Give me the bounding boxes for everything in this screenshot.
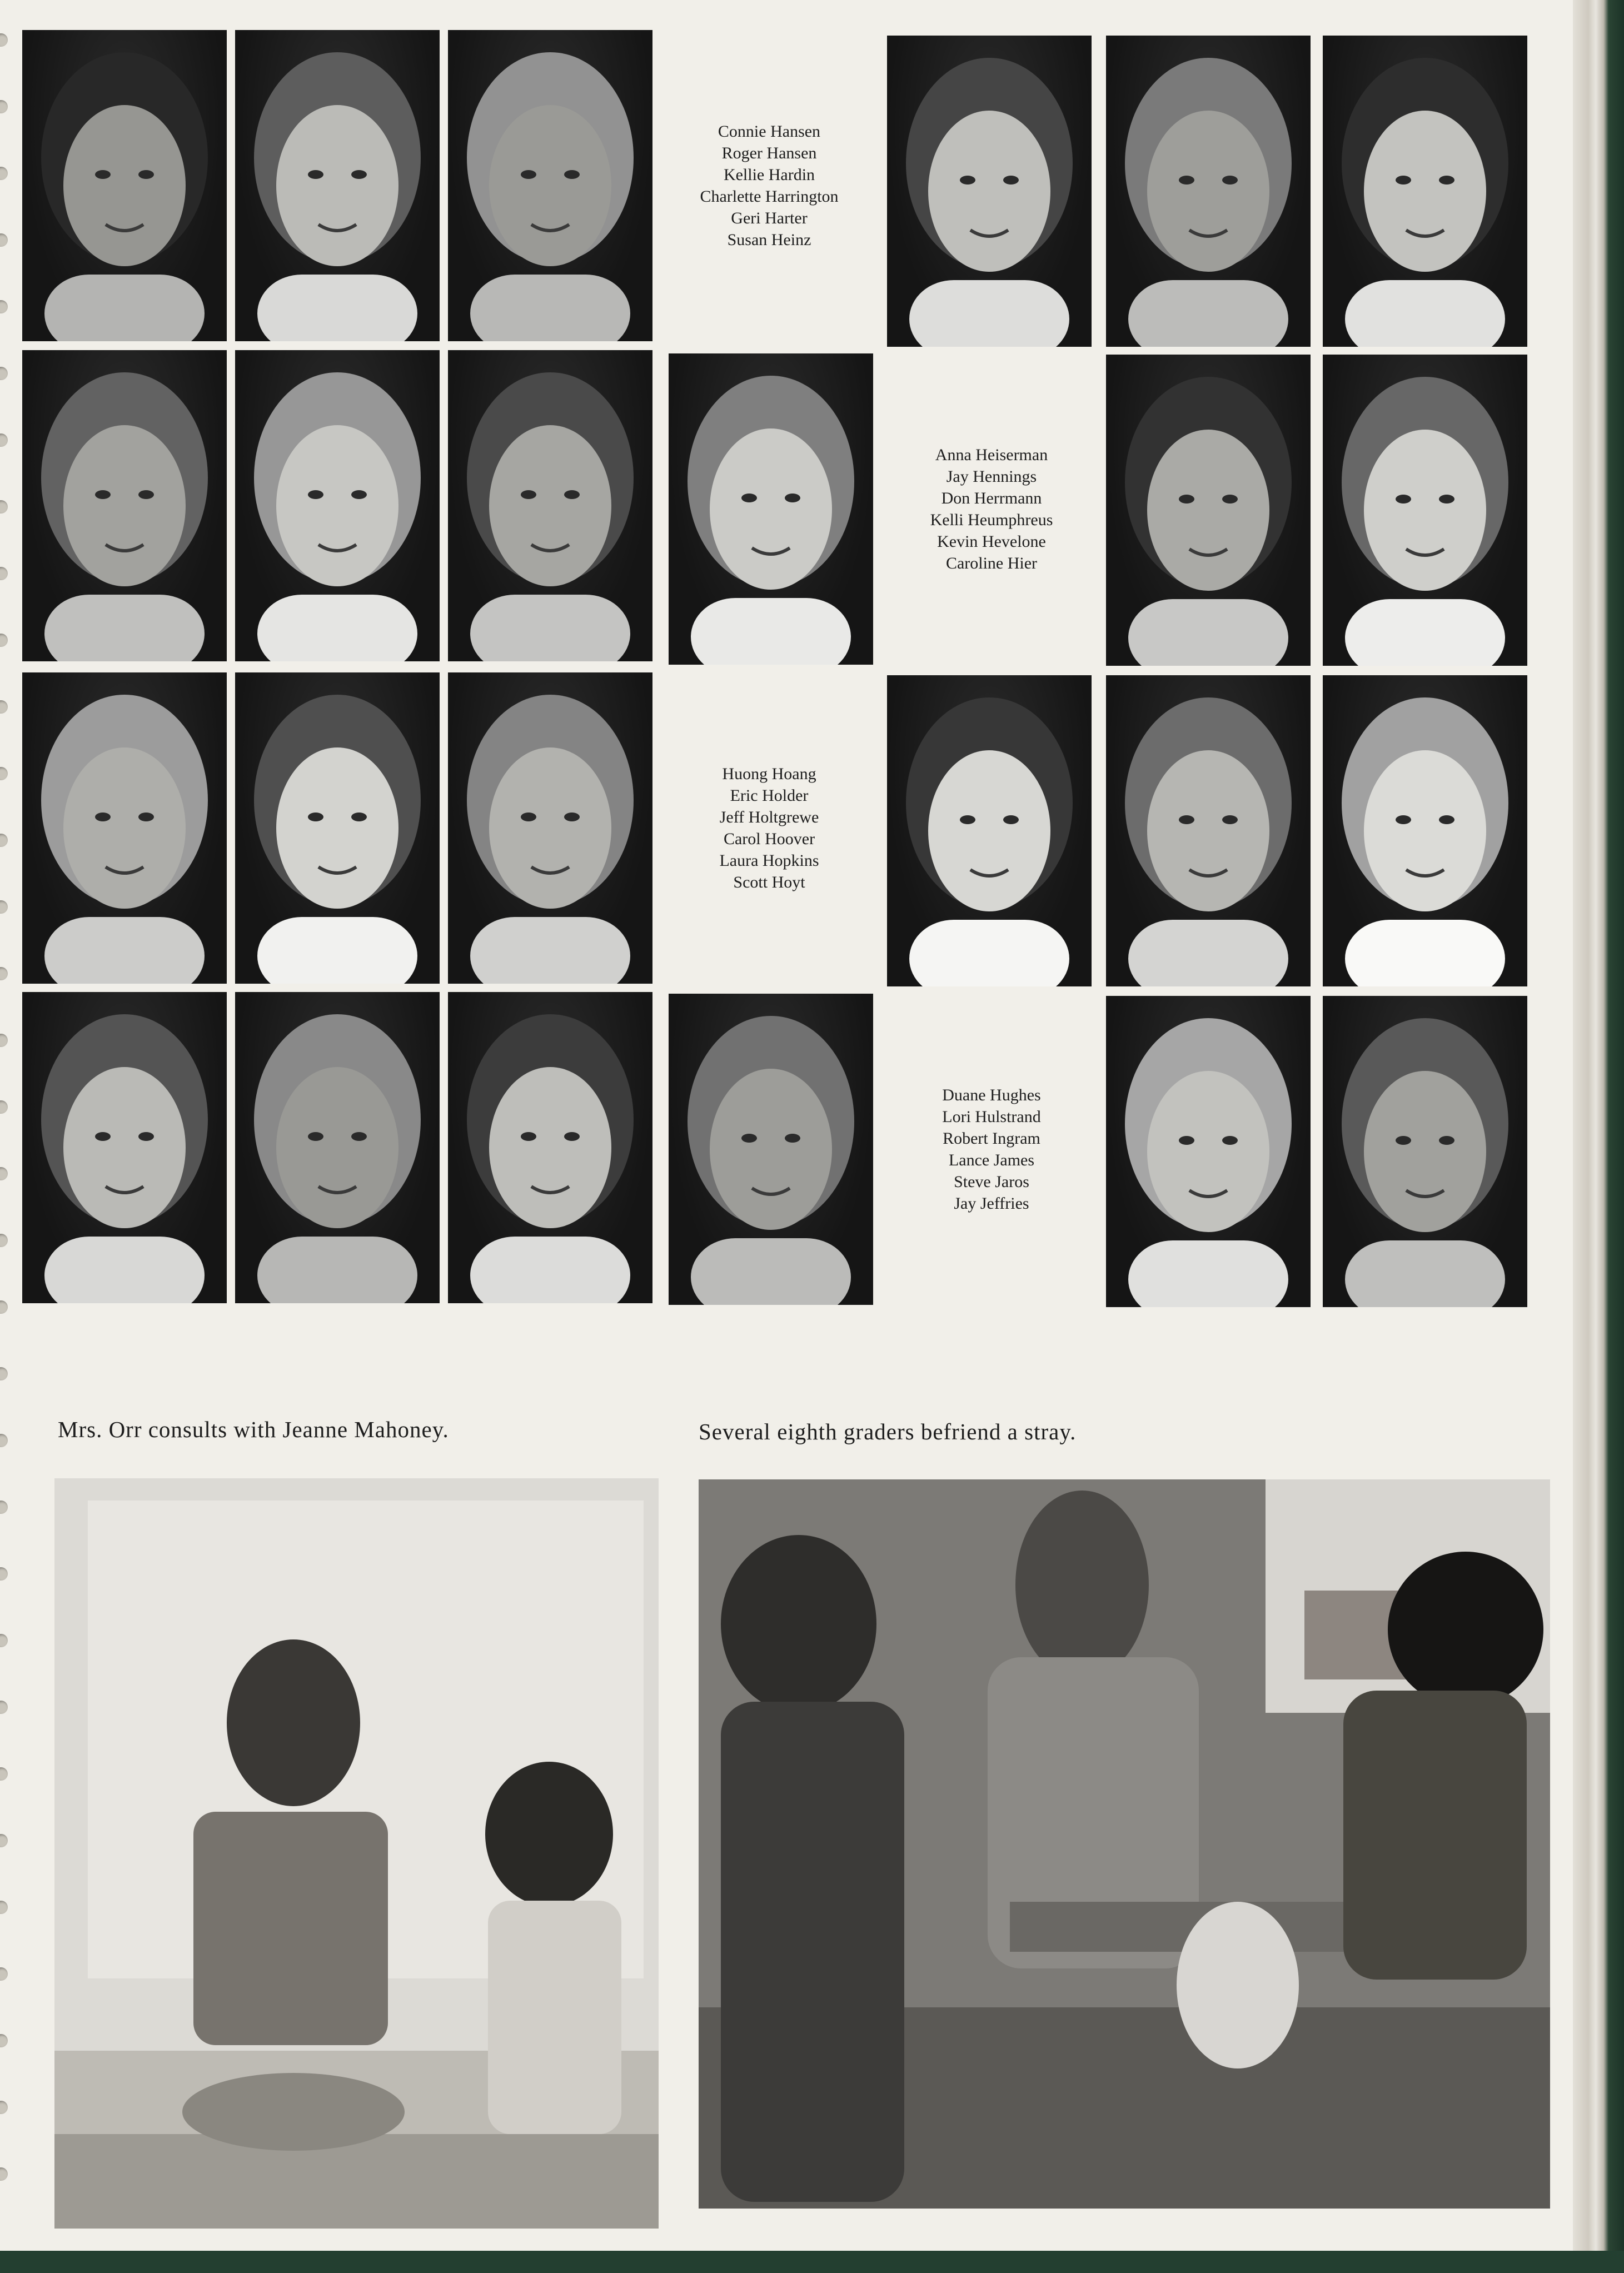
- student-portrait: [1106, 36, 1311, 347]
- student-name: Connie Hansen: [718, 122, 821, 141]
- student-name: Kelli Heumphreus: [930, 511, 1053, 529]
- student-portrait: [1323, 996, 1527, 1307]
- stray-dog-photo: [699, 1479, 1550, 2209]
- student-name: Geri Harter: [731, 209, 808, 227]
- student-portrait: [1106, 355, 1311, 666]
- student-portrait: [669, 353, 873, 665]
- student-name: Robert Ingram: [943, 1129, 1040, 1148]
- student-portrait: [448, 672, 652, 984]
- student-name: Huong Hoang: [722, 765, 816, 783]
- student-name: Jay Hennings: [946, 467, 1037, 486]
- student-name: Caroline Hier: [945, 554, 1038, 572]
- student-portrait: [22, 992, 227, 1303]
- student-portrait: [1323, 36, 1527, 347]
- student-name: Scott Hoyt: [733, 873, 805, 891]
- student-name: Carol Hoover: [723, 830, 815, 848]
- student-portrait: [235, 30, 440, 341]
- student-portrait: [22, 672, 227, 984]
- student-name: Kellie Hardin: [723, 166, 815, 184]
- student-name: Jay Jeffries: [954, 1194, 1029, 1213]
- student-name: Steve Jaros: [954, 1173, 1029, 1191]
- name-list: [667, 30, 871, 341]
- student-portrait: [22, 350, 227, 661]
- photo-caption-right: Several eighth graders befriend a stray.: [699, 1419, 1077, 1444]
- student-portrait: [235, 672, 440, 984]
- student-portrait: [448, 30, 652, 341]
- cover-edge: [0, 2251, 1624, 2273]
- student-portrait: [1106, 675, 1311, 986]
- student-name: Kevin Hevelone: [937, 532, 1046, 551]
- student-portrait: [887, 675, 1092, 986]
- student-portrait: [669, 994, 873, 1305]
- student-name: Jeff Holtgrewe: [719, 808, 819, 826]
- student-portrait: [1323, 675, 1527, 986]
- photo-caption-left: Mrs. Orr consults with Jeanne Mahoney.: [58, 1417, 449, 1442]
- student-name: Eric Holder: [730, 786, 809, 805]
- student-portrait: [235, 992, 440, 1303]
- student-name: Lance James: [948, 1151, 1035, 1169]
- student-name: Duane Hughes: [942, 1086, 1041, 1104]
- page-edge: [1573, 0, 1624, 2273]
- student-name: Laura Hopkins: [719, 851, 819, 870]
- student-portrait: [1106, 996, 1311, 1307]
- student-portrait: [1323, 355, 1527, 666]
- name-list: [889, 353, 1094, 665]
- student-name: Lori Hulstrand: [942, 1108, 1041, 1126]
- classroom-photo: [54, 1478, 659, 2229]
- student-name: Charlette Harrington: [700, 187, 839, 206]
- student-portrait: [448, 350, 652, 661]
- student-portrait: [448, 992, 652, 1303]
- student-portrait: [235, 350, 440, 661]
- student-portrait: [887, 36, 1092, 347]
- name-list: [889, 994, 1094, 1305]
- student-name: Anna Heiserman: [935, 446, 1048, 464]
- student-name: Susan Heinz: [727, 231, 811, 249]
- student-name: Roger Hansen: [721, 144, 817, 162]
- student-name: Don Herrmann: [941, 489, 1042, 507]
- student-portrait: [22, 30, 227, 341]
- name-list: [667, 672, 871, 984]
